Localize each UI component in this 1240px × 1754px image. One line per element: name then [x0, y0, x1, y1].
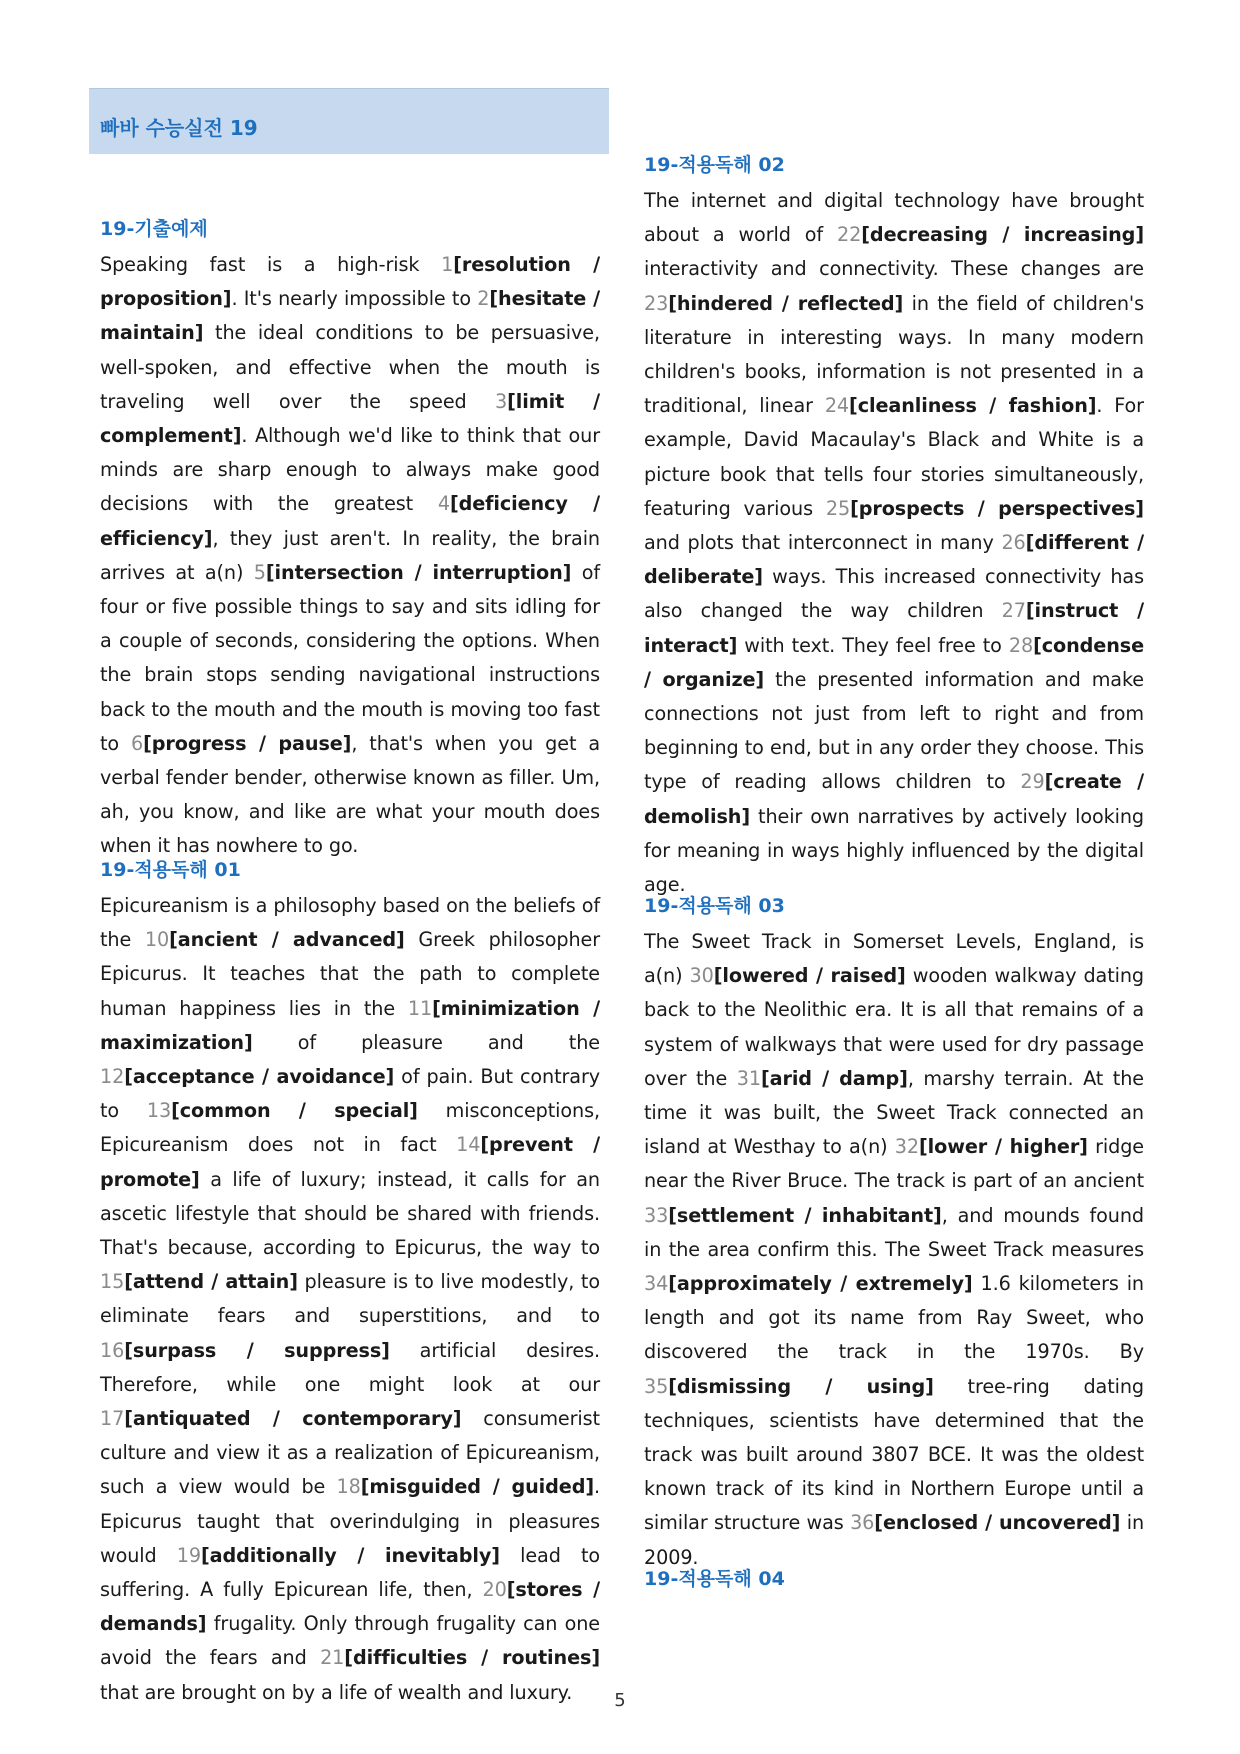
passage-text: interactivity and connectivity. These changes are	[644, 257, 1144, 281]
passage-text: the presented information and make connections not just from left to right and from beginning to end, but in any order they choose. This type of reading allows children to	[644, 667, 1144, 794]
answer-choice: [difficulties / routines]	[344, 1646, 600, 1670]
answer-choice: [cleanliness / fashion]	[849, 394, 1097, 418]
section-right-2	[644, 887, 1144, 1575]
question-number: 12	[100, 1065, 125, 1089]
answer-choice: [arid / damp]	[760, 1066, 908, 1090]
question-number: 27	[1001, 599, 1026, 623]
answer-choice: [intersection / interruption]	[265, 560, 572, 584]
answer-choice: [instruct / interact]	[644, 599, 1144, 657]
question-number: 14	[456, 1133, 481, 1157]
passage-text: and plots that interconnect in many	[644, 531, 1002, 555]
answer-choice: [misguided / guided]	[360, 1475, 595, 1499]
passage-text: of pleasure and the	[252, 1030, 600, 1054]
answer-choice: [ancient / advanced]	[169, 928, 405, 952]
answer-choice: [create / demolish]	[644, 770, 1144, 828]
passage-text: in 2009.	[644, 1511, 1145, 1569]
passage-text: artificial desires. Therefore, while one might look at our	[100, 1338, 600, 1396]
section-title: 19-적용독해 04	[644, 1568, 785, 1590]
question-number: 1	[441, 253, 454, 276]
passage-text: wooden walkway dating back to the Neolithic era. It is all that remains of a system of walkways that were used for dry passage over the	[644, 964, 1144, 1090]
passage-text: Speaking fast is a high-risk	[100, 253, 442, 276]
answer-choice: [additionally / inevitably]	[200, 1543, 500, 1567]
question-number: 6	[131, 731, 144, 755]
question-number: 22	[837, 223, 862, 247]
passage-text: ridge near the River Bruce. The track is part of an ancient	[644, 1135, 1144, 1193]
passage-text: The internet and digital technology have brought about a world of	[644, 189, 1144, 247]
question-number: 20	[482, 1578, 507, 1602]
question-number: 2	[477, 287, 490, 311]
question-number: 32	[894, 1135, 919, 1159]
question-number: 21	[320, 1646, 345, 1670]
passage-text: Greek philosopher Epicurus. It teaches that the path to complete human happiness lies in the	[100, 928, 601, 1020]
section-title: 19-기출예제	[100, 218, 208, 240]
answer-choice: [settlement / inhabitant]	[668, 1203, 942, 1227]
question-number: 13	[146, 1099, 172, 1123]
question-number: 31	[736, 1066, 761, 1090]
passage-text: 1.6 kilometers in length and got its name from Ray Sweet, who discovered the track in the 1970s. By	[644, 1272, 1144, 1364]
passage-text: misconceptions, Epicureanism does not in fact	[100, 1099, 600, 1157]
answer-choice: [decreasing / increasing]	[861, 223, 1144, 247]
answer-choice: [prospects / perspectives]	[850, 496, 1144, 520]
question-number: 3	[494, 389, 508, 413]
question-number: 10	[144, 928, 170, 952]
answer-choice: [lower / higher]	[918, 1135, 1088, 1159]
passage-text: , marshy terrain. At the time it was built, the Sweet Track connected an island at Westhay to a(n)	[644, 1066, 1144, 1159]
question-number: 36	[850, 1511, 875, 1535]
question-number: 35	[644, 1374, 669, 1398]
passage-text: in the field of children's literature in interesting ways. In many modern children's books, information is not presented in a traditional, linear	[644, 291, 1144, 418]
passage-text: tree-ring dating techniques, scientists have determined that the track was built around 3807 BCE. It was the oldest known track of its kind in Northern Europe until a similar structure was	[644, 1374, 1145, 1535]
passage-text: Epicureanism is a philosophy based on the beliefs of the	[100, 894, 600, 952]
section-title: 19-적용독해 02	[644, 154, 785, 176]
question-number: 5	[253, 560, 266, 584]
passage-text: of four or five possible things to say and sits idling for a couple of seconds, considering the options. When the brain stops sending navigational instructions back to the mouth and the mouth is moving too fast to	[100, 560, 601, 755]
answer-choice: [different / deliberate]	[644, 531, 1144, 589]
section-right-1	[644, 146, 1144, 902]
question-number: 17	[100, 1407, 125, 1431]
section-right-3	[644, 1560, 1144, 1598]
passage-text: , that's when you get a verbal fender bender, otherwise known as filler. Um, ah, you know, and like are what your mouth does when it has nowhere to go.	[100, 731, 600, 858]
question-number: 23	[644, 291, 669, 315]
passage-text: with text. They feel free to	[737, 633, 1009, 657]
passage-text: . It's nearly impossible to	[231, 287, 478, 311]
passage-text: The Sweet Track in Somerset Levels, England, is a(n)	[644, 930, 1144, 988]
question-number: 26	[1001, 531, 1026, 555]
answer-choice: [progress / pause]	[143, 731, 352, 755]
question-number: 15	[100, 1270, 125, 1294]
question-number: 4	[437, 492, 450, 516]
passage-text: lead to suffering. A fully Epicurean life, then,	[100, 1543, 601, 1602]
section-paragraph	[644, 925, 1144, 1575]
passage-text: , they just aren't. In reality, the brain arrives at a(n)	[100, 526, 600, 584]
question-number: 19	[176, 1543, 201, 1567]
passage-text: the ideal conditions to be persuasive, well-spoken, and effective when the mouth is traveling well over the speed	[100, 321, 600, 413]
passage-text: consumerist culture and view it as a realization of Epicureanism, such a view would be	[100, 1407, 600, 1499]
answer-choice: [deficiency / efficiency]	[100, 492, 600, 550]
question-number: 34	[644, 1272, 669, 1296]
answer-choice: [attend / attain]	[124, 1270, 298, 1294]
passage-text: , and mounds found in the area confirm this. The Sweet Track measures	[644, 1203, 1144, 1261]
passage-text: that are brought on by a life of wealth and luxury.	[100, 1680, 573, 1704]
question-number: 25	[825, 496, 851, 520]
passage-text: ways. This increased connectivity has also changed the way children	[644, 565, 1144, 623]
section-title: 19-적용독해 01	[100, 859, 241, 881]
section-paragraph	[100, 889, 600, 1710]
question-number: 33	[644, 1203, 669, 1227]
section-paragraph	[644, 184, 1144, 902]
answer-choice: [hindered / reflected]	[668, 291, 904, 315]
passage-text: of pain. But contrary to	[100, 1065, 601, 1123]
answer-choice: [approximately / extremely]	[668, 1272, 973, 1296]
answer-choice: [common / special]	[171, 1099, 418, 1123]
passage-text: a life of luxury; instead, it calls for an ascetic lifestyle that should be shared with friends. That's because, according to Epicurus, the way to	[100, 1167, 600, 1260]
page-title: 빠바 수능실전 19	[100, 116, 258, 140]
page-number: 5	[614, 1690, 626, 1711]
section-title: 19-적용독해 03	[644, 895, 785, 917]
answer-choice: [dismissing / using]	[668, 1374, 934, 1398]
question-number: 30	[689, 964, 714, 988]
passage-text: . Although we'd like to think that our minds are sharp enough to always make good decisions with the greatest	[100, 424, 600, 516]
answer-choice: [resolution / proposition]	[100, 253, 600, 311]
answer-choice: [prevent / promote]	[100, 1133, 600, 1191]
passage-text: their own narratives by actively looking for meaning in ways highly influenced by the digital age.	[644, 804, 1144, 897]
answer-choice: [hesitate / maintain]	[100, 287, 600, 345]
passage-text: . Epicurus taught that overindulging in pleasures would	[100, 1475, 601, 1567]
section-left-2	[100, 851, 600, 1710]
answer-choice: [limit / complement]	[100, 389, 600, 448]
question-number: 24	[824, 394, 850, 418]
answer-choice: [condense / organize]	[644, 633, 1144, 691]
passage-text: pleasure is to live modestly, to eliminate fears and superstitions, and to	[100, 1270, 600, 1328]
section-left-1	[100, 210, 600, 864]
section-paragraph	[100, 248, 600, 864]
question-number: 11	[407, 996, 433, 1020]
answer-choice: [enclosed / uncovered]	[874, 1511, 1121, 1535]
answer-choice: [surpass / suppress]	[124, 1338, 390, 1362]
question-number: 28	[1008, 633, 1034, 657]
answer-choice: [minimization / maximization]	[100, 996, 600, 1054]
passage-text: frugality. Only through frugality can one avoid the fears and	[100, 1612, 600, 1670]
answer-choice: [acceptance / avoidance]	[124, 1065, 395, 1089]
question-number: 16	[100, 1338, 125, 1362]
question-number: 18	[336, 1475, 361, 1499]
question-number: 29	[1020, 770, 1045, 794]
answer-choice: [antiquated / contemporary]	[124, 1407, 462, 1431]
answer-choice: [stores / demands]	[100, 1578, 600, 1636]
answer-choice: [lowered / raised]	[713, 964, 906, 988]
passage-text: . For example, David Macaulay's Black and White is a picture book that tells four stories simultaneously, featuring various	[644, 394, 1144, 520]
